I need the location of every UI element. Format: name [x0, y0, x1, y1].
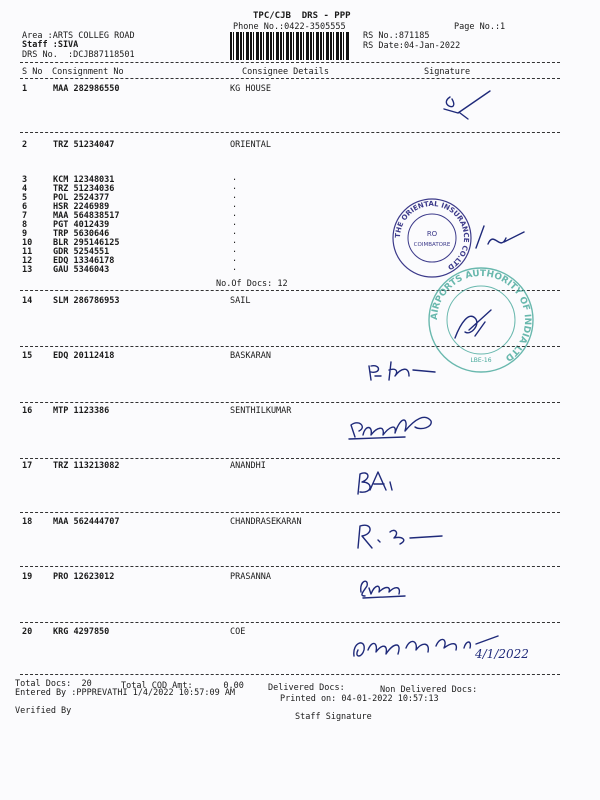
divider: [20, 458, 560, 459]
row-consignee: .: [232, 236, 238, 246]
handwritten-date: 4/1/2022: [475, 647, 529, 661]
row-consignment: SLM 286786953: [53, 296, 120, 306]
col-header-signature: Signature: [424, 67, 471, 77]
row-sno: 14: [22, 296, 33, 306]
signature-image: [445, 302, 505, 348]
row-sno: 11: [22, 247, 33, 257]
rs-number: RS No.:871185: [363, 31, 430, 41]
page-number: Page No.:1: [454, 22, 506, 32]
row-consignee: .: [232, 173, 238, 183]
row-sno: 12: [22, 256, 33, 266]
row-sno: 6: [22, 202, 28, 212]
row-sno: 20: [22, 627, 33, 637]
row-sno: 7: [22, 211, 28, 221]
row-sno: 1: [22, 84, 28, 94]
delivered-docs: Delivered Docs:: [268, 683, 345, 693]
divider: [20, 346, 560, 347]
row-sno: 8: [22, 220, 28, 230]
staff-field: Staff :SIVA: [22, 40, 79, 50]
row-consignment: KRG 4297850: [53, 627, 110, 637]
divider: [20, 78, 560, 79]
divider: [20, 566, 560, 567]
row-consignee: .: [232, 254, 238, 264]
signature-image: [355, 570, 415, 602]
row-sno: 17: [22, 461, 33, 471]
row-consignee: KG HOUSE: [230, 84, 271, 94]
stamp-center-bottom: COIMBATORE: [413, 242, 451, 248]
row-consignee: .: [232, 227, 238, 237]
row-consignment: GAU 5346043: [53, 265, 110, 275]
col-header-consignee: Consignee Details: [242, 67, 329, 77]
row-consignment: TRZ 51234047: [53, 140, 115, 150]
signature-image: [470, 218, 530, 258]
row-consignee: .: [232, 182, 238, 192]
row-consignment: MAA 282986550: [53, 84, 120, 94]
row-sno: 10: [22, 238, 33, 248]
row-consignee: .: [232, 263, 238, 273]
row-consignment: MAA 562444707: [53, 517, 120, 527]
barcode-image: [230, 32, 350, 60]
row-sno: 2: [22, 140, 28, 150]
row-consignment: EDQ 20112418: [53, 351, 115, 361]
row-consignee: CHANDRASEKARAN: [230, 517, 302, 527]
verified-by: Verified By: [15, 706, 72, 716]
stamp-bottom-text: LBE-16: [470, 357, 492, 364]
staff-signature-label: Staff Signature: [295, 712, 372, 722]
signature-image: [350, 518, 450, 554]
area-field: Area :ARTS COLLEG ROAD: [22, 31, 135, 41]
row-consignment: TRZ 51234036: [53, 184, 115, 194]
row-consignment: BLR 295146125: [53, 238, 120, 248]
divider: [20, 62, 560, 63]
row-consignee: PRASANNA: [230, 572, 271, 582]
row-consignee: BASKARAN: [230, 351, 271, 361]
no-of-docs: No.Of Docs: 12: [216, 279, 288, 289]
total-docs: Total Docs: 20: [15, 679, 92, 689]
total-cod-amount: Total COD Amt: 0.00: [121, 681, 244, 691]
col-header-sno: S No: [22, 67, 43, 77]
printed-on: Printed on: 04-01-2022 10:57:13: [280, 694, 439, 704]
row-consignment: PGT 4012439: [53, 220, 110, 230]
signature-image: [345, 405, 445, 445]
drs-number: DRS No. :DCJB87118501: [22, 50, 135, 60]
row-consignment: POL 2524377: [53, 193, 110, 203]
row-consignment: GDR 5254551: [53, 247, 110, 257]
row-consignee: .: [232, 200, 238, 210]
row-sno: 5: [22, 193, 28, 203]
row-consignee: ORIENTAL: [230, 140, 271, 150]
row-consignee: .: [232, 218, 238, 228]
row-sno: 4: [22, 184, 28, 194]
stamp-ring-text: AIRPORTS AUTHORITY OF INDIA LTD: [429, 268, 533, 363]
row-consignee: COE: [230, 627, 246, 637]
stamp-center-top: RO: [426, 230, 438, 238]
non-delivered-docs: Non Delivered Docs:: [380, 685, 478, 695]
row-consignee: .: [232, 209, 238, 219]
row-sno: 13: [22, 265, 33, 275]
row-consignee: SAIL: [230, 296, 251, 306]
row-consignee: .: [232, 245, 238, 255]
row-sno: 19: [22, 572, 33, 582]
row-consignment: EDQ 13346178: [53, 256, 115, 266]
row-sno: 9: [22, 229, 28, 239]
row-consignee: SENTHILKUMAR: [230, 406, 292, 416]
row-consignee: .: [232, 191, 238, 201]
doc-title: TPC/CJB DRS - PPP: [253, 11, 351, 21]
stamp-ring-text: THE ORIENTAL INSURANCE CO.LTD: [393, 199, 471, 272]
signature-image: [365, 356, 445, 388]
col-header-consignment: Consignment No: [52, 67, 124, 77]
row-sno: 15: [22, 351, 33, 361]
rs-date: RS Date:04-Jan-2022: [363, 41, 461, 51]
divider: [20, 512, 560, 513]
row-consignment: TRZ 113213082: [53, 461, 120, 471]
row-sno: 18: [22, 517, 33, 527]
row-consignment: TRP 5630646: [53, 229, 110, 239]
row-consignment: KCM 12348031: [53, 175, 115, 185]
entered-by: Entered By :PPPREVATHI 1/4/2022 10:57:09 AM: [15, 688, 236, 698]
row-consignment: MAA 564838517: [53, 211, 120, 221]
divider: [20, 402, 560, 403]
row-consignment: PRO 12623012: [53, 572, 115, 582]
row-sno: 3: [22, 175, 28, 185]
divider: [20, 622, 560, 623]
row-consignment: HSR 2246989: [53, 202, 110, 212]
divider: [20, 132, 560, 133]
signature-image: [430, 85, 500, 125]
row-consignee: ANANDHI: [230, 461, 266, 471]
divider: [20, 674, 560, 675]
row-consignment: MTP 1123386: [53, 406, 110, 416]
phone-number: Phone No.:0422-3505555: [233, 22, 346, 32]
row-sno: 16: [22, 406, 33, 416]
signature-image: [350, 464, 410, 502]
